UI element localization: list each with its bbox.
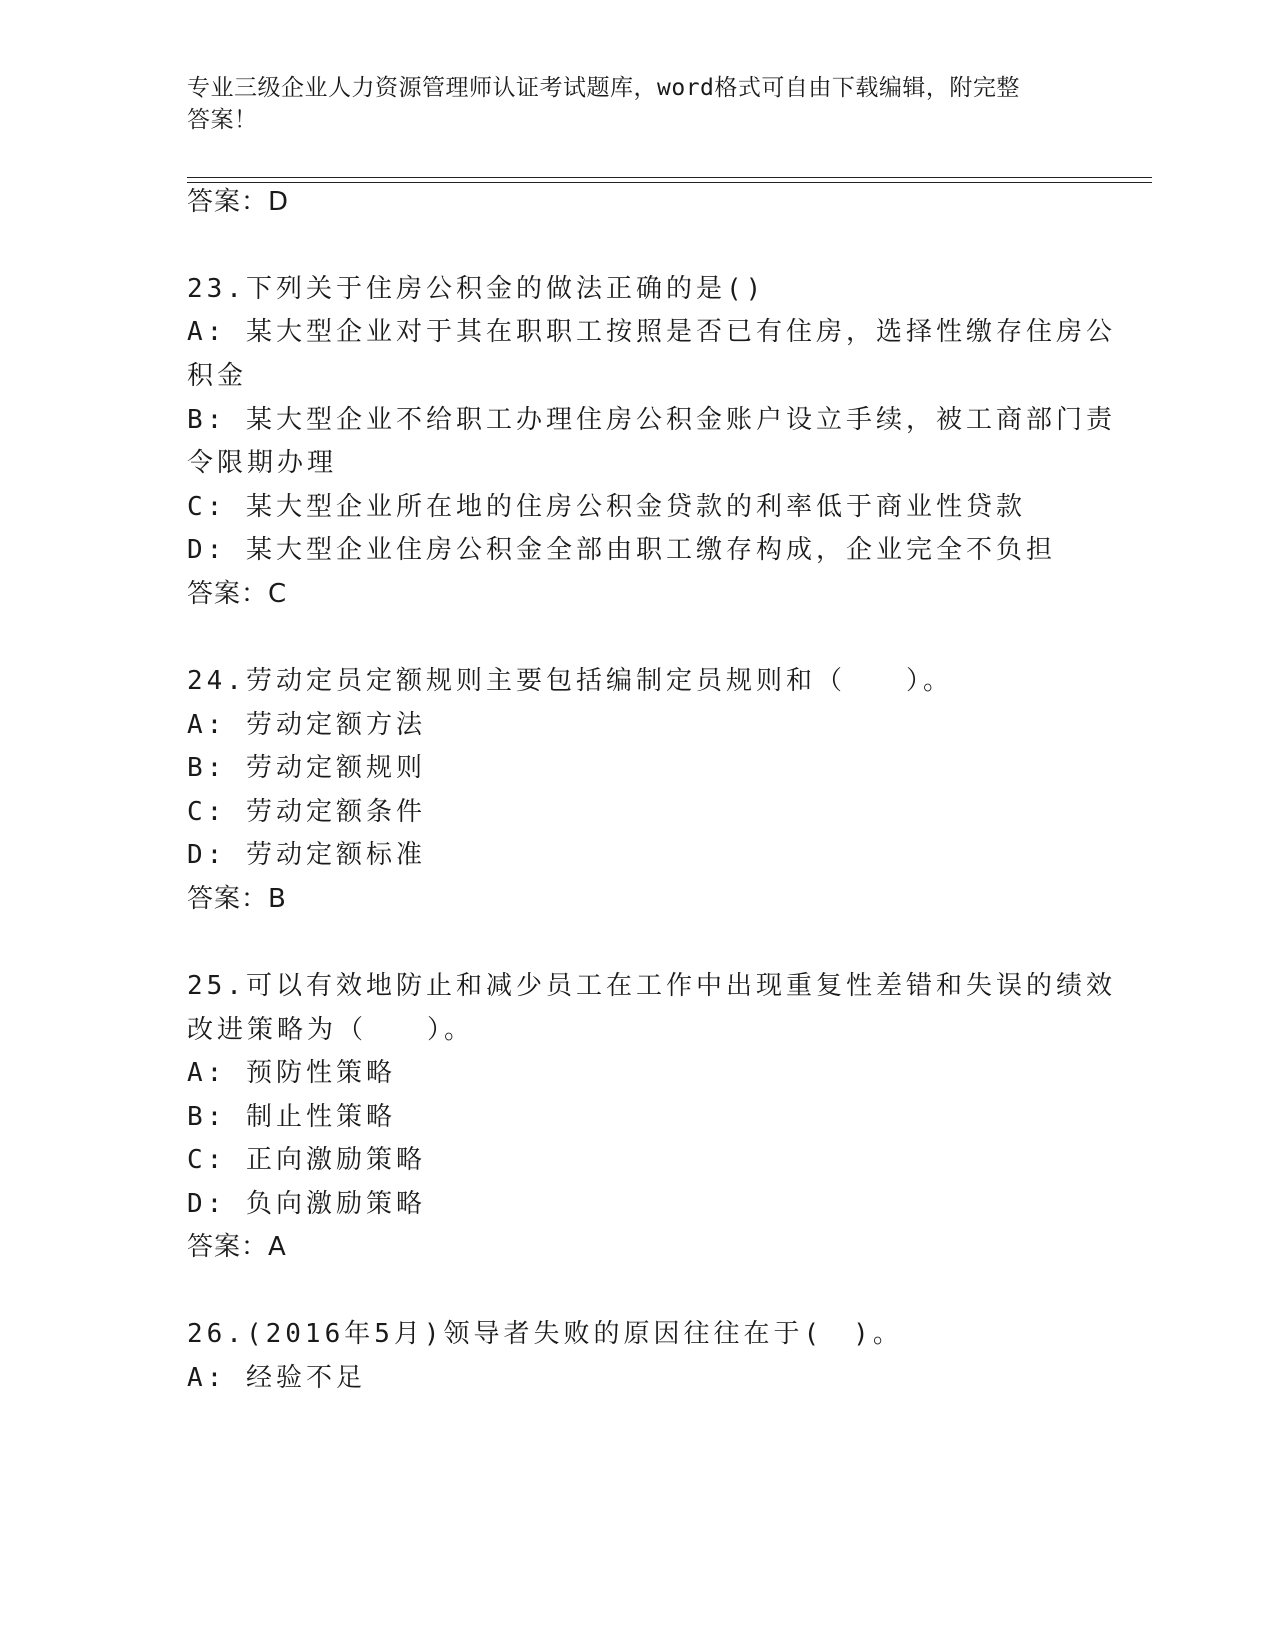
option-b: B: 劳动定额规则	[187, 753, 426, 783]
header-divider-top	[187, 177, 1152, 178]
option-b-continued: 令限期办理	[187, 448, 338, 478]
option-a-continued: 积金	[187, 361, 248, 391]
option-c: C: 某大型企业所在地的住房公积金贷款的利率低于商业性贷款	[187, 492, 1026, 522]
answer-line: 答案：C	[187, 579, 288, 609]
question-stem: 26.(2016年5月)领导者失败的原因往往在于( )。	[187, 1319, 903, 1349]
header-line-1: 专业三级企业人力资源管理师认证考试题库，word格式可自由下载编辑，附完整	[187, 75, 1020, 101]
option-a: A: 某大型企业对于其在职职工按照是否已有住房，选择性缴存住房公	[187, 317, 1116, 347]
option-c: C: 劳动定额条件	[187, 797, 426, 827]
option-a: A: 劳动定额方法	[187, 710, 426, 740]
question-stem-continued: 改进策略为（ ）。	[187, 1015, 475, 1045]
header-line-2: 答案！	[187, 107, 258, 133]
answer-line: 答案：B	[187, 884, 287, 914]
option-d: D: 负向激励策略	[187, 1189, 426, 1219]
option-d: D: 某大型企业住房公积金全部由职工缴存构成，企业完全不负担	[187, 535, 1056, 565]
option-b: B: 制止性策略	[187, 1102, 396, 1132]
header-text	[187, 72, 1067, 136]
option-c: C: 正向激励策略	[187, 1145, 426, 1175]
header-divider-bottom	[187, 182, 1152, 183]
question-stem: 24.劳动定员定额规则主要包括编制定员规则和（ ）。	[187, 666, 953, 696]
option-a: A: 经验不足	[187, 1363, 366, 1393]
answer-line: 答案：A	[187, 1232, 287, 1262]
answer-line: 答案：D	[187, 187, 290, 217]
option-d: D: 劳动定额标准	[187, 840, 426, 870]
option-a: A: 预防性策略	[187, 1058, 396, 1088]
question-stem: 25.可以有效地防止和减少员工在工作中出现重复性差错和失误的绩效	[187, 971, 1116, 1001]
option-b: B: 某大型企业不给职工办理住房公积金账户设立手续，被工商部门责	[187, 405, 1116, 435]
question-stem: 23.下列关于住房公积金的做法正确的是()	[187, 274, 766, 304]
